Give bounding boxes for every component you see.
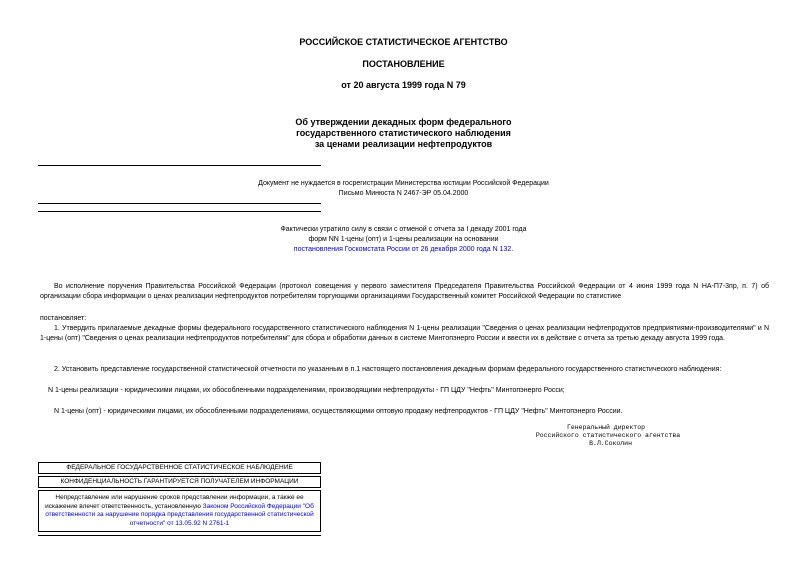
- status-note-link-suffix: .: [511, 246, 514, 253]
- document-title: [0, 117, 807, 150]
- federal-observation-box: ФЕДЕРАЛЬНОЕ ГОСУДАРСТВЕННОЕ СТАТИСТИЧЕСКОЕ НАБЛЮДЕНИЕ: [38, 462, 321, 474]
- signature-position-1: Генеральный директор: [566, 424, 645, 431]
- status-note: [0, 225, 807, 255]
- item-1-paragraph: 1. Утвердить прилагаемые декадные формы федерального государственного статистического наблюдения N 1-цены реализации "Сведения о ценах реализации нефтепродуктов предприятиями-производителями" и N 1-цены (опт) "Сведения о ценах реализации нефтепродуктов потребителям" для сбора и обработки данных в системе Минтопэнерго России и ввести их в действие с отчета за третью декаду августа 1999 года.: [40, 325, 769, 342]
- registration-note: [0, 179, 807, 199]
- preamble-paragraph: Во исполнение поручения Правительства Российской Федерации (протокол совещения у первого заместителя Председателя Правительства Российской Федерации от 4 июня 1999 года N НА-П7-3пр, п. 7) об организации сбора информации о ценах реализации нефтепродуктов потребителям торгующими организациями Государственный комитет Российской Федерации по статистике: [40, 283, 769, 300]
- item-2-paragraph: 2. Установить представление государственной статистической отчетности по указанным в п.1 настоящего постановления декадным формам федерального государственного статистического наблюдения:: [54, 366, 722, 373]
- signature-block: [458, 424, 758, 448]
- divider-middle-2: [38, 211, 321, 212]
- signature-position-2: Российского статистического агентства: [535, 432, 681, 439]
- registration-note-line-2: Письмо Минюста N 2467-ЭР 05.04.2000: [338, 190, 469, 197]
- confidentiality-box: КОНФИДЕНЦИАЛЬНОСТЬ ГАРАНТИРУЕТСЯ ПОЛУЧАТЕЛЕМ ИНФОРМАЦИИ: [38, 476, 321, 488]
- status-note-line-3: [0, 245, 807, 255]
- title-line-2: государственного статистического наблюдения: [296, 128, 511, 138]
- signature-name: В.Л.Соколин: [589, 440, 632, 447]
- document-date-number: от 20 августа 1999 года N 79: [341, 80, 466, 90]
- liability-law-link[interactable]: Законом Российской Федерации "Об ответственности за нарушение порядка представления государственной статистической отчетности" от 13.05.92 N 2761-1: [45, 502, 314, 527]
- status-note-line-1: Фактически утратило силу в связи с отменой с отчета за I декаду 2001 года: [280, 226, 527, 233]
- divider-bottom: [38, 535, 321, 536]
- status-note-link[interactable]: постановления Госкомстата России от 26 декабря 2000 года N 132: [293, 246, 512, 253]
- divider-middle-1: [38, 203, 321, 204]
- agency-name: РОССИЙСКОЕ СТАТИСТИЧЕСКОЕ АГЕНТСТВО: [299, 37, 508, 47]
- document-type: ПОСТАНОВЛЕНИЕ: [362, 59, 445, 69]
- divider-top: [38, 165, 321, 166]
- status-note-line-2: форм NN 1-цены (опт) и 1-цены реализации на основании: [308, 236, 499, 243]
- liability-text-1: Непредставление или нарушение сроков представлении информации, а также ее: [55, 494, 304, 501]
- liability-text-2: искажение влечет ответственность, установленную: [45, 502, 203, 510]
- form-1-paragraph: N 1-цены реализации - юридическими лицами, их обособленными подразделениями, производящими нефтепродукты - ГП ЦДУ "Нефть" Минтопэнерго Росси;: [48, 387, 565, 394]
- liability-box: [38, 490, 321, 532]
- title-line-3: за ценами реализации нефтепродуктов: [314, 139, 493, 149]
- registration-note-line-1: Документ не нуждается в госрегистрации Министерства юстиции Российской Федерации: [258, 180, 549, 187]
- form-2-paragraph: N 1-цены (опт) - юридическими лицами, их обособленными подразделениями, осуществляющими оптовую продажу нефтепродуктов - ГП ЦДУ "Нефть" Минтопэнерго России.: [54, 408, 623, 415]
- title-line-1: Об утверждении декадных форм федерального: [295, 117, 512, 127]
- resolves-label: постановляет:: [40, 315, 87, 322]
